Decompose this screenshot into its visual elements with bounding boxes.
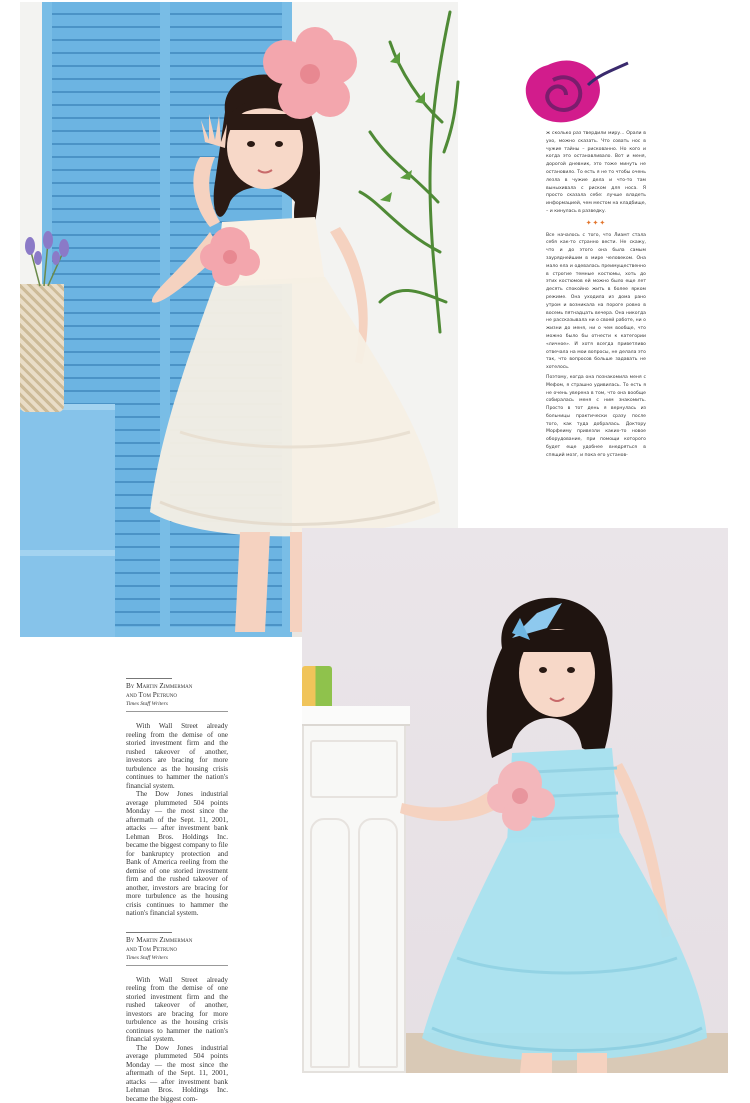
paragraph: Все началось с того, что Лиамт стала себя как-то странно вести. Не скажу, что и до этого она была самым зауряднейшим в мире человеком. Она мало ела и одевалась преимущественно в строгие темные костюмы, хоть до этих костюмов ей можно было еще лет десять спокойно жить в более ярком режиме. Она уходила из дома рано утром и возникала на пороге ровно в восемь пятнадцать вечера. Она никогда не рассказывала ни о своей работе, ни о жизни до меня, ни о чем вообще, что можно было бы отнести к категории «личное». И хотя всегда приветливо отвечала на мои вопросы, не делала это так, что вопросов больше задавать не хотелось. [546, 232, 646, 372]
divider [126, 678, 172, 679]
lavender-flowers [20, 228, 80, 288]
story-body [126, 722, 228, 918]
byline-second: and Tom Petruno [126, 691, 228, 700]
divider [126, 965, 228, 966]
byline: By Martin Zimmerman [126, 682, 228, 691]
russian-text-column [546, 130, 646, 462]
paragraph: The Dow Jones industrial average plummeted 504 points Monday — the most since the aftermath of the Sept. 11, 2001, attacks — after investment bank Lehman Bros. Holdings Inc. became the biggest com- [126, 1044, 228, 1103]
paragraph: The Dow Jones industrial average plummeted 504 points Monday — the most since the aftermath of the Sept. 11, 2001, attacks — after investment bank Lehman Bros. Holdings Inc. became the biggest company to file for bankruptcy protection and Bank of America reeling from the demise of one storied investment firm and the rushed takeover of another, investors are bracing for more turbulence as the housing crisis continues to hammer the nation's financial system. [126, 790, 228, 918]
paragraph: With Wall Street already reeling from the demise of one storied investment firm and the rushed takeover of another, investors are bracing for more turbulence as the housing crisis continues to hammer the nation's financial system. [126, 722, 228, 790]
paragraph: With Wall Street already reeling from the demise of one storied investment firm and the rushed takeover of another, investors are bracing for more turbulence as the housing crisis continues to hammer the nation's financial system. [126, 976, 228, 1044]
paragraph: ж сколько раз твердили миру... Орали в ухо, можно сказать. Что совать нос в чужие тайны – рискованно. Но кого и когда это останавливало. Вот и меня, дорогой дневник, это тоже минуть не остановило. То есть я не то чтобы очень лезла в чужие дела и что-то там выныхивала с риском для носа. Я просто сказала себе: лучше владеть информацией, чем местом на кладбище, – и кинулась в разведку. [546, 130, 646, 216]
divider [126, 932, 172, 933]
bottles [302, 666, 332, 708]
blue-shelf [20, 404, 115, 637]
news-story [126, 932, 228, 1103]
newspaper-column [126, 678, 228, 1103]
staff-label: Times Staff Writers [126, 700, 228, 708]
divider [126, 711, 228, 712]
staff-label: Times Staff Writers [126, 954, 228, 962]
story-body [126, 976, 228, 1103]
girl-in-blue-dress [362, 558, 722, 1073]
magazine-page [500, 40, 750, 490]
byline: By Martin Zimmerman [126, 936, 228, 945]
news-story [126, 678, 228, 918]
shelf-board [20, 550, 115, 556]
ornament-divider: ✦✦✦ [546, 220, 646, 228]
wicker-basket [20, 284, 64, 412]
rose-illustration [518, 55, 618, 135]
paragraph: Поэтому, когда она познакомила меня с Мефом, я страшно удивилась. То есть я не очень уверена в том, что она вообще собиралась меня с ним знакомить. Просто в тот день я вернулась из больницы практически сразу после того, как туда добралась. Доктору Морфеиму привезли каких-то новое оборудование, при помощи которого будет еще удобнее внедряться в спящий мозг, и пока его установ- [546, 374, 646, 460]
byline-second: and Tom Petruno [126, 945, 228, 954]
photo-girl-blue-dress [302, 528, 728, 1073]
cabinet-door [310, 818, 350, 1068]
